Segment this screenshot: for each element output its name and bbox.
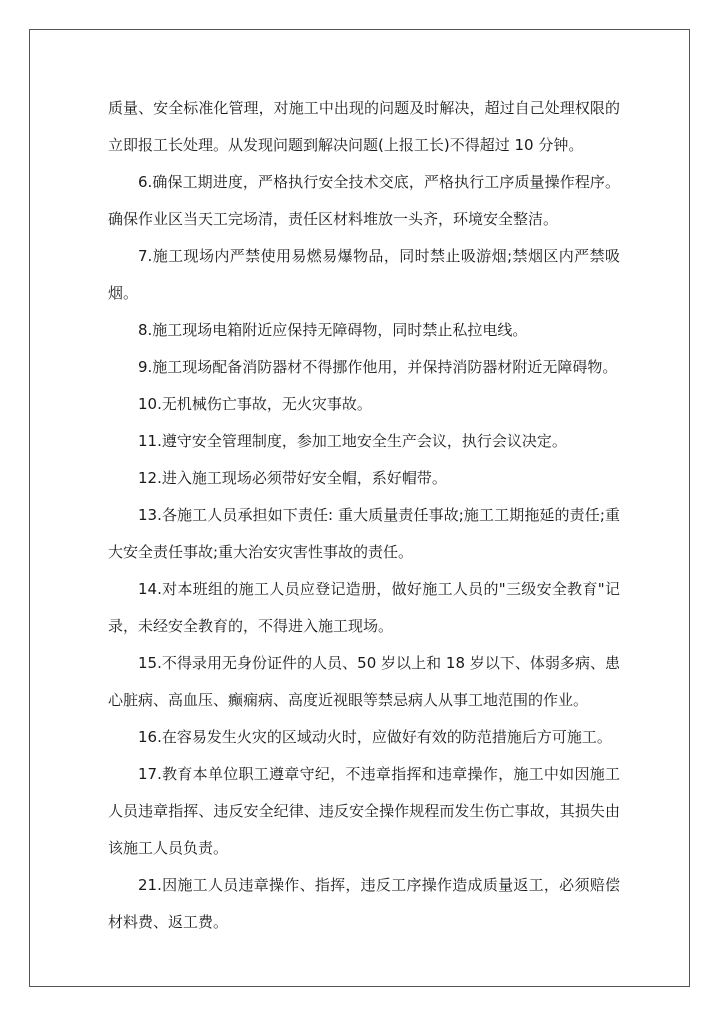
paragraph-item-14: 14.对本班组的施工人员应登记造册，做好施工人员的"三级安全教育"记录，未经安全教育的，不得进入施工现场。 [108,580,620,635]
paragraph-item-17: 17.教育本单位职工遵章守纪，不违章指挥和违章操作，施工中如因施工人员违章指挥、违反安全纪律、违反安全操作规程而发生伤亡事故，其损失由该施工人员负责。 [108,765,620,857]
paragraph-item-12: 12.进入施工现场必须带好安全帽，系好帽带。 [138,469,447,487]
paragraph-item-9: 9.施工现场配备消防器材不得挪作他用，并保持消防器材附近无障碍物。 [138,358,618,376]
paragraph-continuation: 质量、安全标准化管理，对施工中出现的问题及时解决，超过自己处理权限的立即报工长处理。从发现问题到解决问题(上报工长)不得超过 10 分钟。 [108,99,620,154]
paragraph-item-15: 15.不得录用无身份证件的人员、50 岁以上和 18 岁以下、体弱多病、患心脏病、高血压、癫痫病、高度近视眼等禁忌病人从事工地范围的作业。 [108,654,620,709]
paragraph-item-11: 11.遵守安全管理制度，参加工地安全生产会议，执行会议决定。 [138,432,567,450]
paragraph-item-7: 7.施工现场内严禁使用易燃易爆物品，同时禁止吸游烟;禁烟区内严禁吸烟。 [108,247,620,302]
paragraph-item-16: 16.在容易发生火灾的区域动火时，应做好有效的防范措施后方可施工。 [138,728,612,746]
paragraph-item-8: 8.施工现场电箱附近应保持无障碍物，同时禁止私拉电线。 [138,321,528,339]
document-body [108,90,620,941]
paragraph-item-21: 21.因施工人员违章操作、指挥，违反工序操作造成质量返工，必须赔偿材料费、返工费。 [108,876,620,931]
paragraph-item-6: 6.确保工期进度，严格执行安全技术交底，严格执行工序质量操作程序。确保作业区当天工完场清，责任区材料堆放一头齐，环境安全整洁。 [108,173,620,228]
paragraph-item-10: 10.无机械伤亡事故，无火灾事故。 [138,395,372,413]
paragraph-item-13: 13.各施工人员承担如下责任: 重大质量责任事故;施工工期拖延的责任;重大安全责任事故;重大治安灾害性事故的责任。 [108,506,620,561]
